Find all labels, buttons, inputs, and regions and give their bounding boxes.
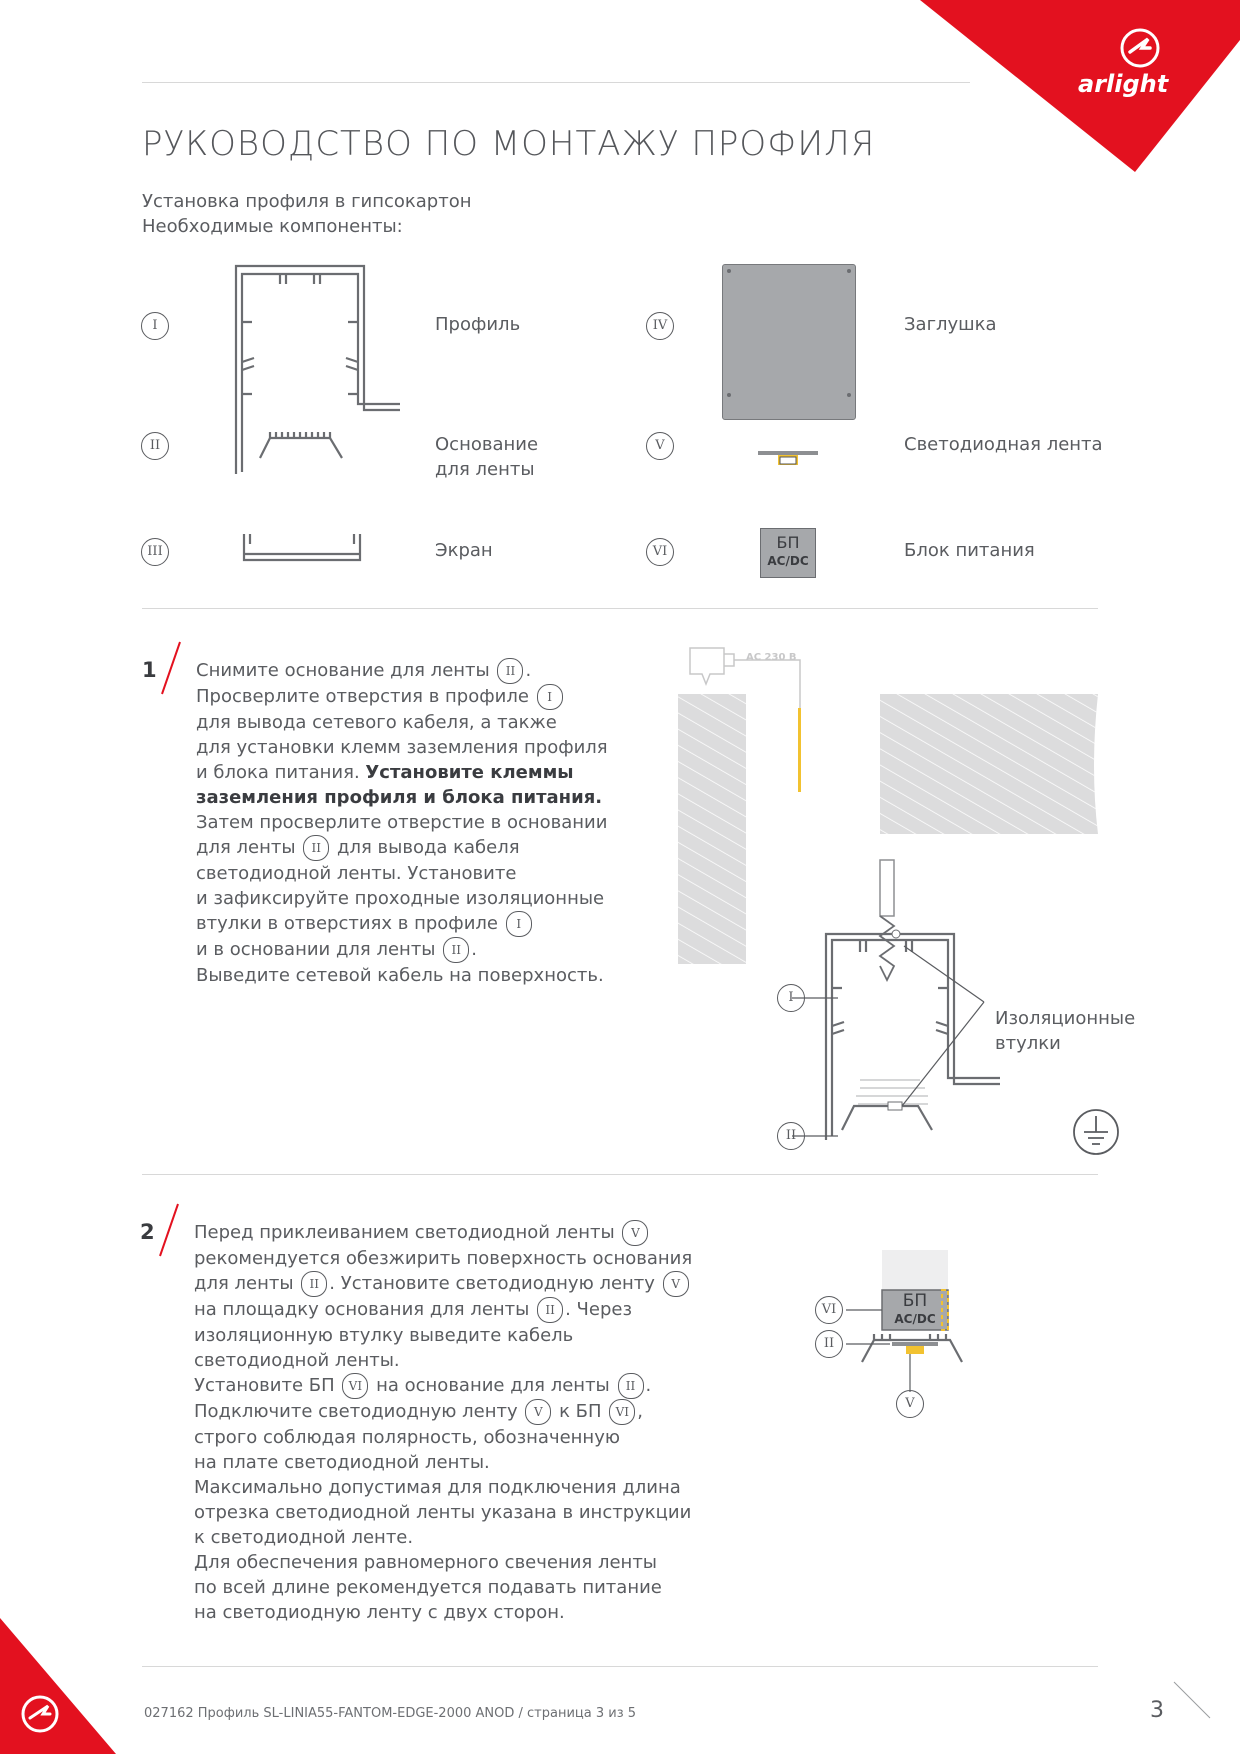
intro-line: Необходимые компоненты: (142, 216, 403, 237)
text-line: по всей длине рекомендуется подавать питание (194, 1577, 662, 1598)
ground-icon (1074, 1110, 1118, 1154)
text-line: Максимально допустимая для подключения длина (194, 1477, 681, 1498)
ref-II: II (537, 1297, 563, 1323)
footer-text: 027162 Профиль SL-LINIA55-FANTOM-EDGE-2000 ANOD / страница 3 из 5 (144, 1706, 637, 1721)
text-line: изоляционную втулку выведите кабель (194, 1325, 574, 1346)
step1-text: Снимите основание для ленты II . Просверлите отверстия в профиле I для вывода сетевого кабеля, а также для установки клемм заземления профиля и блока питания. Установите клеммы заземления профиля и блока питания. Затем просверлите отверстие в основании для ленты II для вывода кабеля светодиодной ленты. Установите и зафиксируйте проходные изоляционные втулки в отверстиях в профиле I и в основании для ленты II . Выведите сетевой кабель на поверхность. (196, 658, 656, 988)
step-number: 2 (140, 1220, 155, 1244)
text-bold: заземления профиля и блока питания. (196, 787, 603, 808)
text-line: строго соблюдая полярность, обозначенную (194, 1427, 621, 1448)
ref-VI: VI (342, 1373, 368, 1399)
cap-drawing (722, 264, 856, 420)
ref-II: II (497, 658, 523, 684)
component-label-screen: Экран (435, 540, 493, 561)
numeral-VI: VI (815, 1296, 843, 1324)
ref-V: V (663, 1271, 689, 1297)
component-label-cap: Заглушка (904, 314, 997, 335)
text-line: и в основании для ленты (196, 939, 436, 960)
component-label-psu: Блок питания (904, 540, 1035, 561)
component-label-profile: Профиль (435, 314, 521, 335)
step-slash (156, 1202, 182, 1258)
text-line: . Установите светодиодную ленту (329, 1273, 655, 1294)
text-line: светодиодной ленты. (194, 1350, 400, 1371)
text-line: на светодиодную ленту с двух сторон. (194, 1602, 565, 1623)
text-line: для вывода сетевого кабеля, а также (196, 712, 557, 733)
ref-II: II (303, 835, 329, 861)
numeral-I: I (777, 984, 805, 1012)
component-label-led: Светодиодная лента (904, 434, 1103, 455)
text-line: Затем просверлите отверстие в основании (196, 812, 608, 833)
step2-text: Перед приклеиванием светодиодной ленты V рекомендуется обезжирить поверхность основания для ленты II . Установите светодиодную ленту V на площадку основания для ленты II . Через изоляционную втулку выведите кабель светодиодной ленты. Установите БП VI на основание для ленты II . Подключите светодиодную ленту V к БП VI , строго соблюдая полярность, обозначенную на плате светодиодной ленты. Максимально допустимая для подключения длина отрезка светодиодной ленты указана в инструкции к светодиодной ленте. Для обеспечения равномерного свечения ленты по всей длине рекомендуется подавать питание на светодиодную ленту с двух сторон. (194, 1220, 714, 1625)
numeral-IV: IV (646, 312, 674, 340)
numeral-II: II (815, 1330, 843, 1358)
text-line: Перед приклеиванием светодиодной ленты (194, 1222, 615, 1243)
text-line: к светодиодной ленте. (194, 1527, 414, 1548)
text-line: и блока питания. (196, 762, 360, 783)
step-slash (158, 640, 184, 696)
text-bold: Установите клеммы (365, 762, 574, 783)
page-corner-mark (1172, 1680, 1212, 1720)
ref-V: V (622, 1220, 648, 1246)
text-line: для ленты (196, 837, 296, 858)
callout-line: втулки (995, 1033, 1061, 1054)
ref-II: II (618, 1373, 644, 1399)
component-label-base (435, 432, 538, 482)
voltage-label: AC 230 В (746, 652, 797, 663)
step-number: 1 (142, 658, 157, 682)
numeral-I: I (141, 312, 169, 340)
text-line: светодиодной ленты. Установите (196, 863, 517, 884)
logo-icon (1118, 26, 1162, 70)
footer-rule (142, 1666, 1098, 1667)
step1-diagram (670, 628, 1130, 1168)
insulating-bushing-callout (995, 1006, 1135, 1056)
psu-sublabel: AC/DC (767, 554, 809, 568)
label-line: Основание (435, 434, 539, 455)
psu-drawing (760, 528, 816, 578)
text-line: Подключите светодиодную ленту (194, 1401, 518, 1422)
text-line: . Через (565, 1299, 633, 1320)
ref-II: II (443, 937, 469, 963)
label-line: для ленты (435, 459, 535, 480)
psu-sublabel: AC/DC (894, 1312, 936, 1326)
page-title: РУКОВОДСТВО ПО МОНТАЖУ ПРОФИЛЯ (142, 124, 876, 164)
text-line: и зафиксируйте проходные изоляционные (196, 888, 605, 909)
text-line: для установки клемм заземления профиля (196, 737, 608, 758)
intro-line: Установка профиля в гипсокартон (142, 191, 472, 212)
text-line: для ленты (194, 1273, 294, 1294)
text-line: Снимите основание для ленты (196, 660, 490, 681)
ref-I: I (506, 911, 532, 937)
numeral-V: V (896, 1390, 924, 1418)
text-line: рекомендуется обезжирить поверхность основания (194, 1248, 693, 1269)
ref-I: I (537, 684, 563, 710)
psu-box (882, 1290, 948, 1326)
text-line: на плате светодиодной ленты. (194, 1452, 490, 1473)
ref-VI: VI (609, 1399, 635, 1425)
callout-line: Изоляционные (995, 1008, 1136, 1029)
ref-II: II (301, 1271, 327, 1297)
screen-drawing (240, 530, 366, 566)
numeral-III: III (141, 538, 169, 566)
text-line: Установите БП (194, 1375, 335, 1396)
ref-V: V (525, 1399, 551, 1425)
text-line: Просверлите отверстия в профиле (196, 686, 529, 707)
text-line: к БП (559, 1401, 602, 1422)
numeral-II: II (141, 432, 169, 460)
text-line: Для обеспечения равномерного свечения ленты (194, 1552, 658, 1573)
section-rule (142, 608, 1098, 609)
section-rule (142, 1174, 1098, 1175)
psu-label: БП (902, 1291, 928, 1311)
page-number: 3 (1150, 1698, 1164, 1723)
top-rule (142, 82, 970, 83)
text-line: отрезка светодиодной ленты указана в инструкции (194, 1502, 692, 1523)
numeral-V: V (646, 432, 674, 460)
text-line: на основание для ленты (376, 1375, 610, 1396)
intro-text (142, 189, 472, 239)
psu-label: БП (776, 533, 800, 552)
text-line: для вывода кабеля (337, 837, 520, 858)
text-line: втулки в отверстиях в профиле (196, 913, 498, 934)
profile-drawing (230, 262, 400, 476)
text-line: Выведите сетевой кабель на поверхность. (196, 965, 604, 986)
text-line: на площадку основания для ленты (194, 1299, 530, 1320)
brand-corner-bottom (0, 1608, 120, 1754)
numeral-II: II (777, 1122, 805, 1150)
led-strip-drawing (756, 448, 820, 468)
logo-wordmark: arlight (1078, 70, 1169, 98)
numeral-VI: VI (646, 538, 674, 566)
